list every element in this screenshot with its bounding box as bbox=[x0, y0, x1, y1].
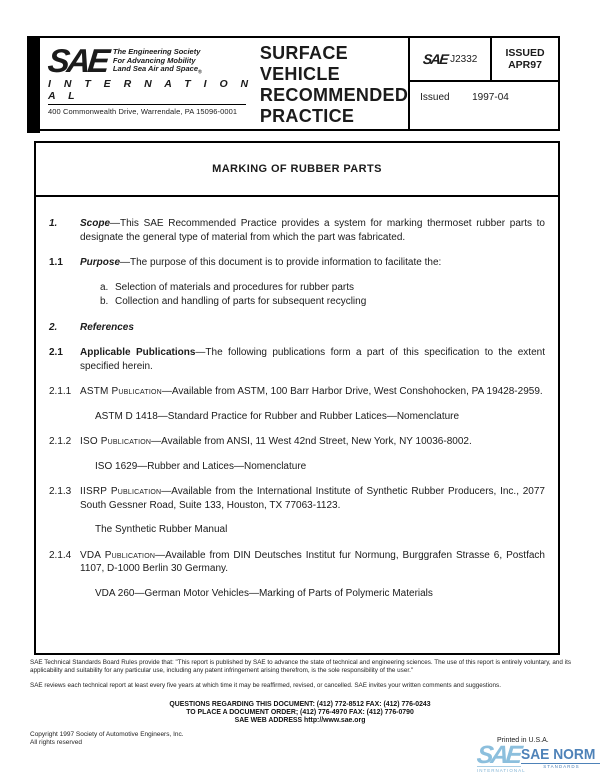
section-heading: ASTM Publication bbox=[80, 386, 162, 397]
section-vda-publication bbox=[49, 549, 545, 601]
reference-line: VDA 260—German Motor Vehicles—Marking of Parts of Polymeric Materials bbox=[95, 587, 433, 599]
section-applicable-publications bbox=[49, 346, 545, 373]
logo-divider bbox=[48, 104, 246, 105]
doc-type-line: RECOMMENDED bbox=[259, 85, 409, 105]
watermark-international-label: INTERNATIONAL bbox=[477, 768, 526, 773]
section-number: 2. bbox=[49, 321, 58, 333]
section-text: Purpose—The purpose of this document is to provide information to facilitate the: a. Selection of materials and procedures for rubber parts b. Collection and handling of parts for subsequent recycling bbox=[80, 256, 545, 309]
section-text: Scope—This SAE Recommended Practice provides a system for marking thermoset rubber parts to designate the general type of material from which the part was fabricated. bbox=[80, 218, 545, 243]
section-text: VDA Publication—Available from DIN Deutsches Institut fur Normung, Burggrafen Strasse 6, Postfach 1107, D-1000 Berlin 30 Germany. VDA 260—German Motor Vehicles—Marking of Parts of Polymeric Materials bbox=[80, 549, 545, 599]
printed-in-usa-label: Printed in U.S.A. bbox=[497, 737, 549, 744]
sae-logo: SAE bbox=[46, 42, 109, 79]
contact-line-order: TO PLACE A DOCUMENT ORDER; (412) 776-4970 FAX: (412) 776-0790 bbox=[186, 709, 414, 717]
section-iisrp-publication bbox=[49, 485, 545, 537]
legal-fine-print: SAE Technical Standards Board Rules provide that: "This report is published by SAE to advance the state of technical and engineering sciences. The use of this report is entirely voluntary, and its applicability and suitability for any particular use, including any patent infringement arising therefrom, is the sole responsibility of the user." bbox=[30, 659, 571, 674]
doc-type-line: PRACTICE bbox=[259, 106, 355, 126]
doc-type-line: SURFACE bbox=[259, 43, 348, 63]
section-number: 2.1.4 bbox=[49, 549, 72, 561]
section-heading: IISRP Publication bbox=[80, 486, 162, 497]
section-heading: References bbox=[80, 321, 134, 333]
section-number: 2.1.2 bbox=[49, 436, 72, 447]
list-item-text: Selection of materials and procedures for rubber parts bbox=[115, 281, 355, 293]
copyright-line: Copyright 1997 Society of Automotive Engineers, Inc. bbox=[30, 731, 184, 738]
section-text: ISO Publication—Available from ANSI, 11 West 42nd Street, New York, NY 10036-8002. ISO 1629—Rubber and Latices—Nomenclature bbox=[80, 435, 545, 473]
section-text: IISRP Publication—Available from the International Institute of Synthetic Rubber Producers, Inc., 2077 South Gessner Road, Suite 133, Houston, TX 77063-1123. The Synthetic Rubber Manual bbox=[80, 486, 545, 535]
header-right-column bbox=[408, 38, 558, 129]
watermark-sub-label: STANDARDS bbox=[521, 763, 600, 769]
document-header bbox=[34, 36, 560, 131]
sae-international-label: I N T E R N A T I O N A L bbox=[48, 78, 254, 102]
section-text: Applicable Publications—The following publications form a part of this specification to the extent specified herein. bbox=[80, 347, 545, 372]
section-heading: Scope bbox=[80, 218, 111, 229]
section-number: 1.1 bbox=[49, 257, 63, 268]
issued-label: Issued bbox=[420, 92, 450, 103]
stamp-line: ISSUED bbox=[505, 47, 545, 59]
watermark-norm-label: SAE NORM bbox=[521, 746, 596, 763]
list-item bbox=[100, 295, 545, 309]
section-heading: Purpose bbox=[80, 257, 121, 268]
sae-logo-tagline bbox=[113, 46, 202, 77]
page-title: MARKING OF RUBBER PARTS bbox=[212, 163, 382, 175]
tagline-line: For Advancing Mobility bbox=[112, 55, 196, 65]
section-text bbox=[80, 321, 545, 335]
section-heading: VDA Publication bbox=[80, 549, 156, 561]
doc-type-line: VEHICLE bbox=[259, 64, 340, 84]
contact-line-web: SAE WEB ADDRESS http://www.sae.org bbox=[234, 717, 366, 725]
section-number: 2.1 bbox=[49, 347, 63, 358]
registered-mark: ® bbox=[198, 69, 202, 76]
sae-logo-block bbox=[36, 38, 254, 129]
document-type bbox=[254, 38, 408, 129]
issued-stamp bbox=[490, 38, 558, 80]
reference-line: ASTM D 1418—Standard Practice for Rubber and Rubber Latices—Nomenclature bbox=[95, 410, 460, 422]
watermark-norm-block bbox=[521, 744, 600, 776]
section-number: 2.1.3 bbox=[49, 486, 72, 497]
purpose-list bbox=[100, 281, 545, 309]
sae-norm-watermark bbox=[475, 741, 600, 776]
contact-block bbox=[0, 701, 600, 726]
stamp-line: APR97 bbox=[508, 59, 542, 71]
title-box bbox=[34, 141, 560, 197]
sae-logo-small: SAE bbox=[421, 51, 448, 67]
list-item-label: b. bbox=[100, 295, 109, 307]
issued-date: 1997-04 bbox=[472, 92, 509, 103]
section-number: 2.1.1 bbox=[49, 386, 72, 397]
section-references bbox=[49, 321, 545, 335]
section-heading: ISO Publication bbox=[80, 436, 152, 447]
list-item-text: Collection and handling of parts for subsequent recycling bbox=[115, 295, 367, 307]
review-fine-print: SAE reviews each technical report at least every five years at which time it may be reaffirmed, revised, or cancelled. SAE invites your written comments and suggestions. bbox=[30, 682, 501, 689]
list-item bbox=[100, 281, 545, 295]
section-iso-publication bbox=[49, 435, 545, 473]
section-number: 1. bbox=[49, 218, 58, 229]
tagline-line: The Engineering Society bbox=[112, 47, 201, 56]
section-heading: Applicable Publications bbox=[80, 347, 196, 358]
copyright-line: All rights reserved bbox=[30, 739, 83, 746]
doc-number-row bbox=[410, 38, 558, 82]
contact-line-questions: QUESTIONS REGARDING THIS DOCUMENT: (412) 772-8512 FAX: (412) 776-0243 bbox=[169, 701, 431, 708]
reference-line: ISO 1629—Rubber and Latices—Nomenclature bbox=[95, 460, 307, 472]
doc-number bbox=[410, 38, 490, 80]
reference-line: The Synthetic Rubber Manual bbox=[95, 524, 228, 535]
sae-address: 400 Commonwealth Drive, Warrendale, PA 15096-0001 bbox=[48, 107, 238, 116]
watermark-sae-logo: SAE bbox=[475, 741, 521, 769]
list-item-label: a. bbox=[100, 281, 109, 293]
section-text: ASTM Publication—Available from ASTM, 100 Barr Harbor Drive, West Conshohocken, PA 19428-2959. ASTM D 1418—Standard Practice for Rubber and Rubber Latices—Nomenclature bbox=[80, 385, 545, 423]
document-body bbox=[34, 197, 560, 655]
copyright-notice bbox=[30, 731, 184, 747]
doc-number-value: J2332 bbox=[450, 53, 478, 65]
section-astm-publication bbox=[49, 385, 545, 423]
section-scope bbox=[49, 217, 545, 244]
section-purpose bbox=[49, 256, 545, 309]
tagline-line: Land Sea Air and Space$_®$ bbox=[112, 64, 202, 76]
issued-date-row bbox=[410, 82, 558, 113]
watermark-sae-block bbox=[475, 741, 526, 776]
